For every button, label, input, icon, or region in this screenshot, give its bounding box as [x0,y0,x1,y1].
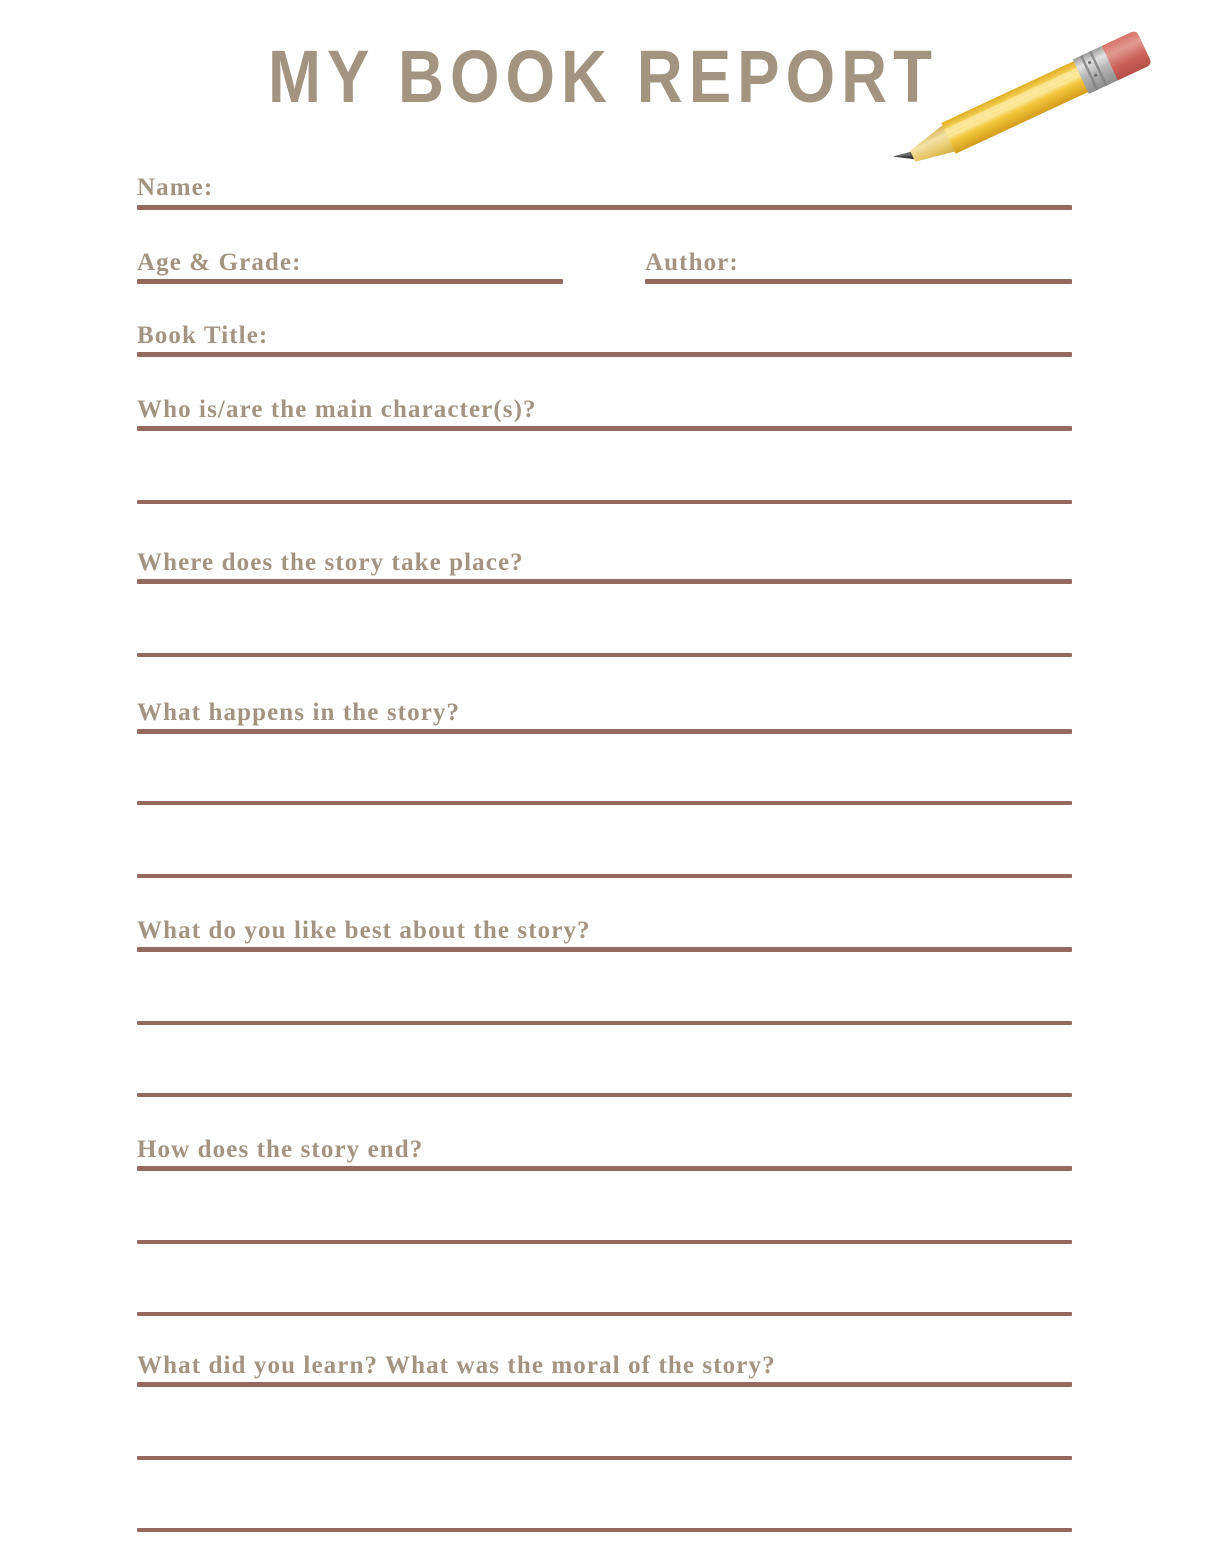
field-book-title [137,308,1072,356]
answer-line-ending-2[interactable] [137,1312,1072,1316]
answer-line-favorite-part-1[interactable] [137,1021,1072,1025]
field-label-book-title: Book Title: [137,322,269,349]
field-author [645,235,1072,283]
question-line-plot-0[interactable] [137,729,1072,734]
field-label-name: Name: [137,174,214,201]
answer-line-favorite-part-2[interactable] [137,1093,1072,1097]
answer-line-plot-1[interactable] [137,801,1072,805]
field-line-age-grade[interactable] [137,279,563,284]
question-main-characters [137,382,1072,430]
question-line-setting-0[interactable] [137,579,1072,584]
question-line-moral-0[interactable] [137,1382,1072,1387]
field-age-grade [137,235,563,283]
answer-line-setting-1[interactable] [137,653,1072,657]
question-label-setting: Where does the story take place? [137,549,524,576]
question-label-ending: How does the story end? [137,1136,424,1163]
answer-line-moral-2[interactable] [137,1528,1072,1532]
question-line-main-characters-0[interactable] [137,426,1072,431]
answer-line-ending-1[interactable] [137,1240,1072,1244]
question-line-favorite-part-0[interactable] [137,947,1072,952]
field-label-author: Author: [645,249,739,276]
field-name [137,160,1072,208]
field-label-age-grade: Age & Grade: [137,249,302,276]
answer-line-main-characters-1[interactable] [137,500,1072,504]
answer-line-moral-1[interactable] [137,1456,1072,1460]
field-line-book-title[interactable] [137,352,1072,357]
question-setting [137,535,1072,583]
question-plot [137,685,1072,733]
question-line-ending-0[interactable] [137,1166,1072,1171]
question-label-moral: What did you learn? What was the moral of the story? [137,1352,776,1379]
page-title: MY BOOK REPORT [267,35,939,118]
question-label-main-characters: Who is/are the main character(s)? [137,396,537,423]
question-moral [137,1338,1072,1386]
question-label-favorite-part: What do you like best about the story? [137,917,591,944]
question-ending [137,1122,1072,1170]
question-label-plot: What happens in the story? [137,699,461,726]
field-line-author[interactable] [645,279,1072,284]
question-favorite-part [137,903,1072,951]
field-line-name[interactable] [137,205,1072,210]
answer-line-plot-2[interactable] [137,874,1072,878]
